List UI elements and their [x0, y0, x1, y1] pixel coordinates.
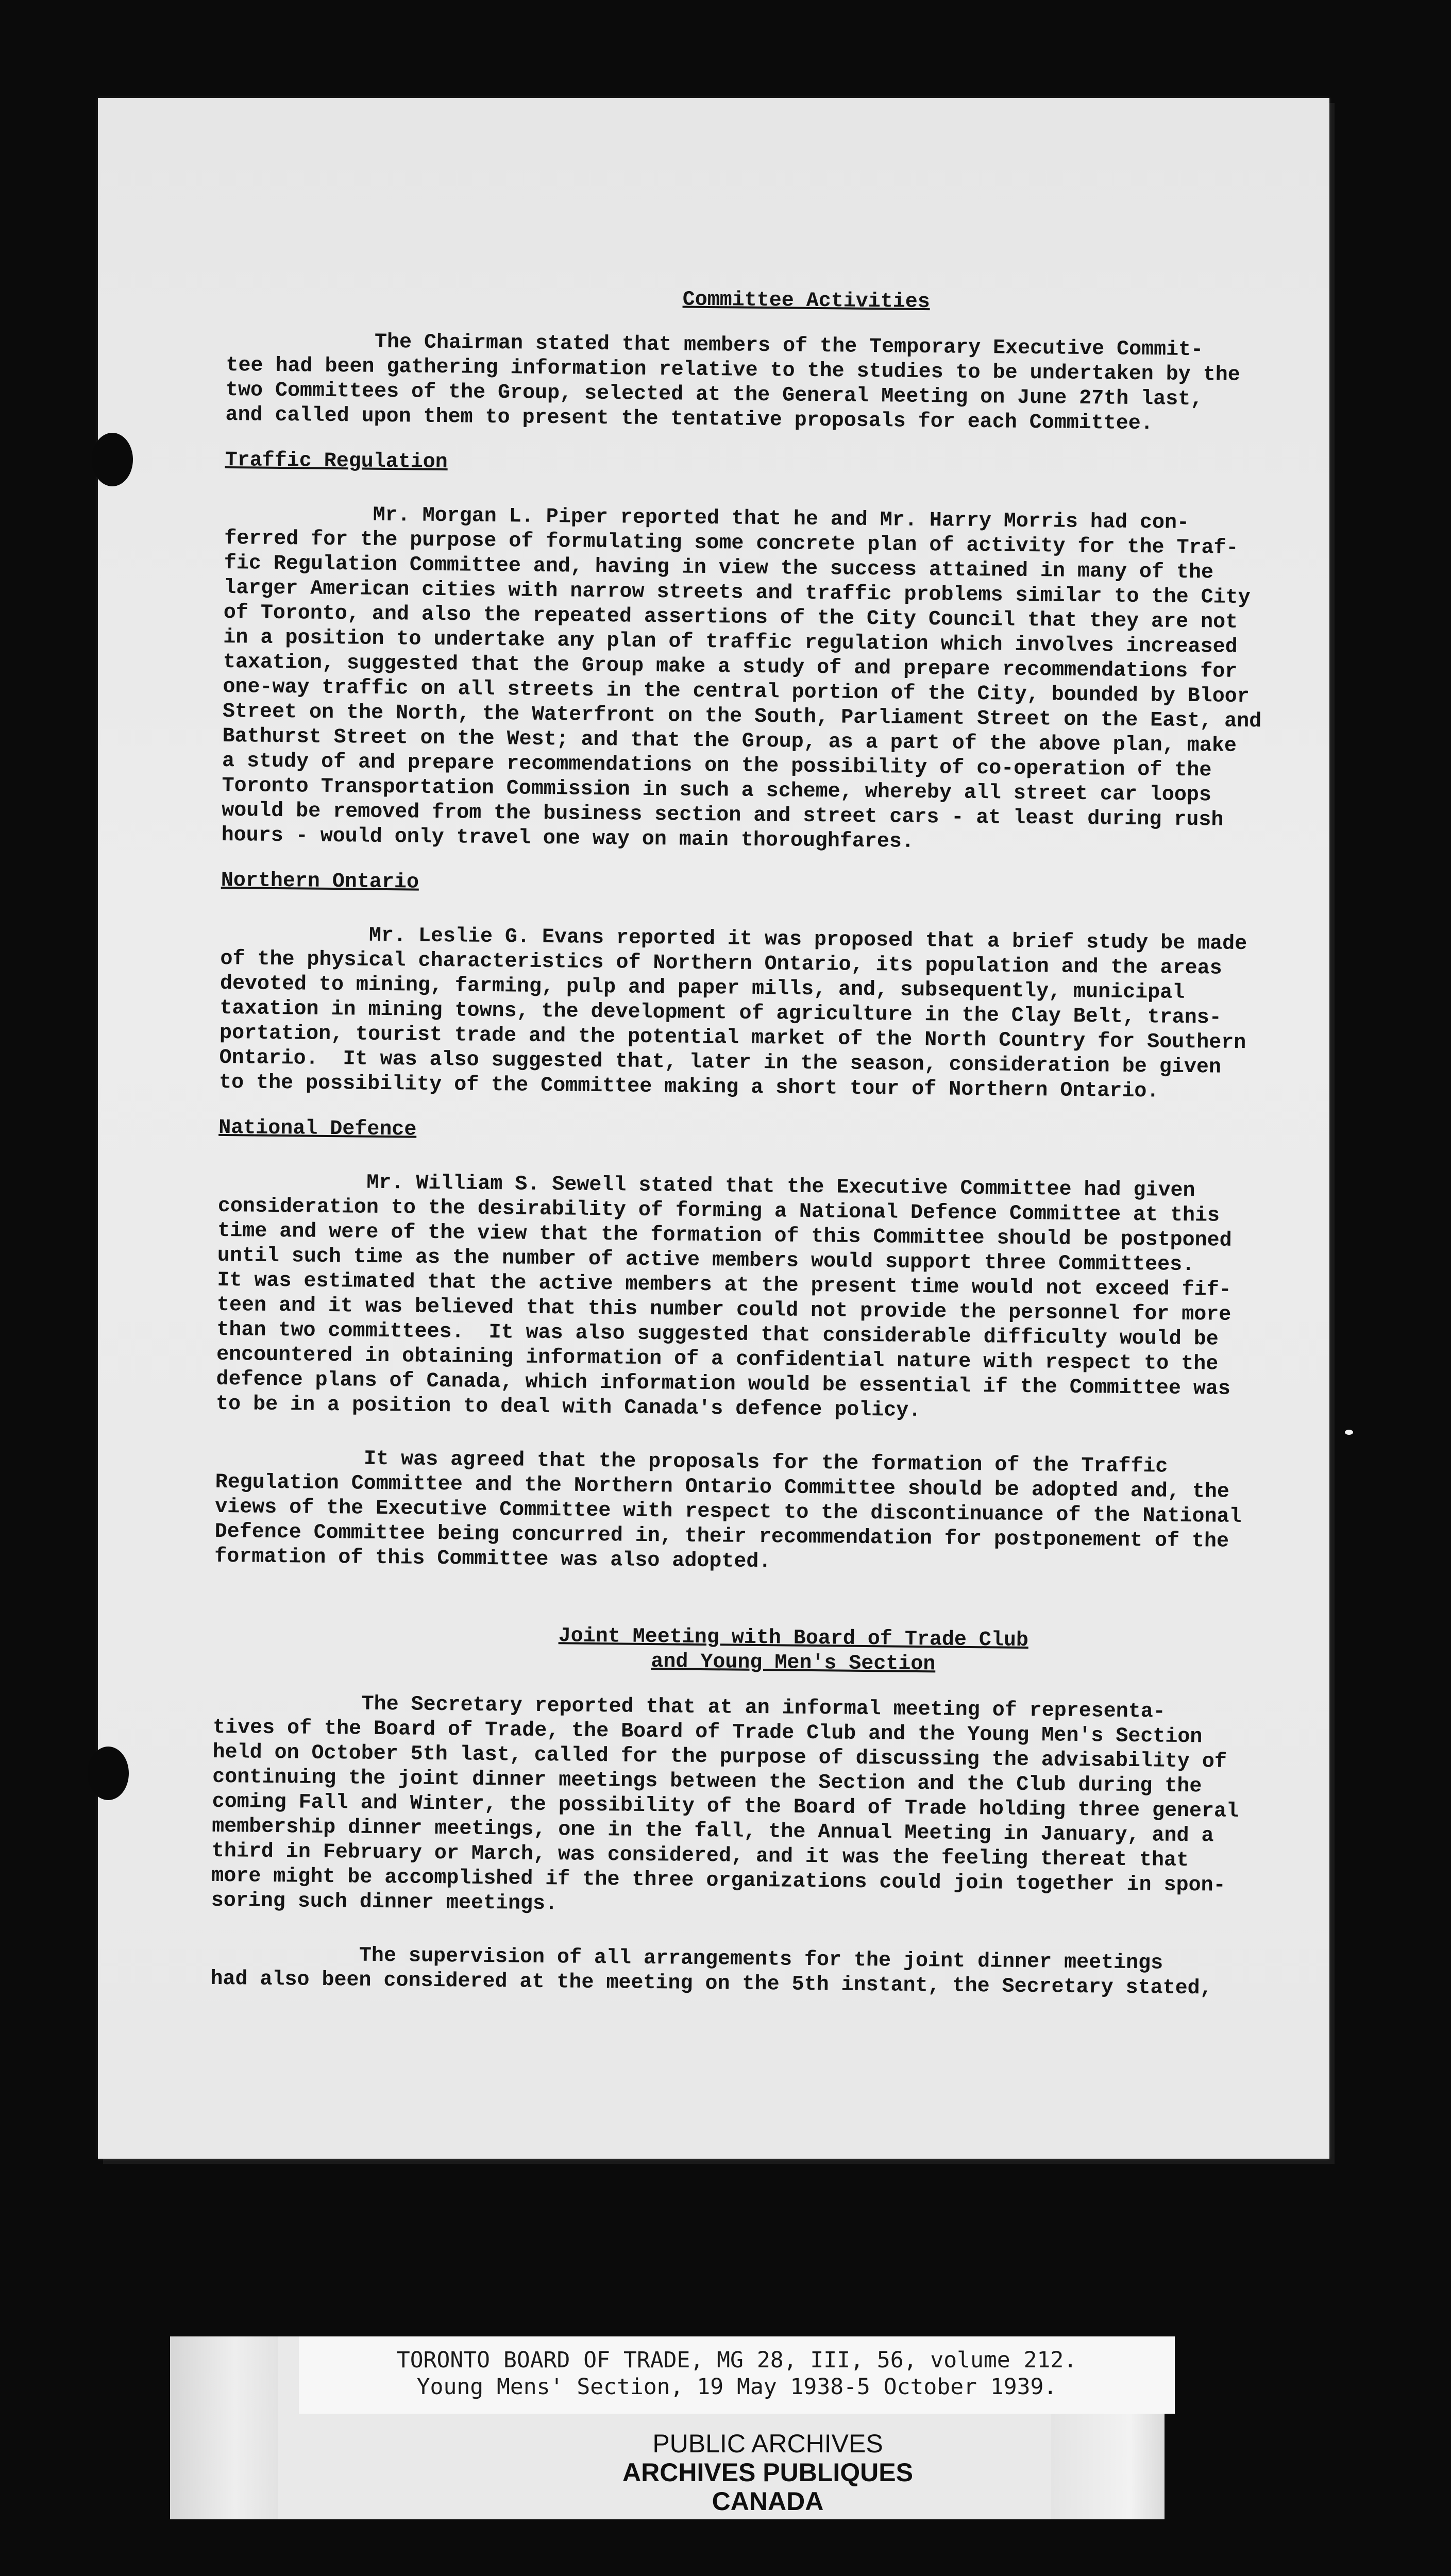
archive-reference-line-2: Young Mens' Section, 19 May 1938-5 October 1939.	[416, 2374, 1057, 2400]
label-card-edge-left	[170, 2336, 278, 2519]
archives-stamp	[520, 2429, 1015, 2516]
punch-hole-top	[92, 433, 133, 486]
archives-country: CANADA	[712, 2487, 824, 2516]
joint-heading-line1: Joint Meeting with Board of Trade Club	[558, 1624, 1029, 1653]
punch-hole-bottom	[88, 1747, 129, 1800]
agreed-paragraph: It was agreed that the proposals for the formation of the Traffic Regulation Committee and the Northern Ontario Committee should be adopted and, the views of the Executive Committee with respect to the discontinuance of the National Defence Committee being concurred in, their recommendation for postponement of the formation of this Committee was also adopted.	[214, 1446, 1242, 1574]
document-page	[98, 98, 1329, 2159]
joint-paragraph-2: The supervision of all arrangements for the joint dinner meetings had also been considered at the meeting on the 5th instant, the Secretary stated,	[210, 1942, 1212, 2001]
archive-reference-line-1: TORONTO BOARD OF TRADE, MG 28, III, 56, volume 212.	[396, 2347, 1077, 2373]
section-title: Committee Activities	[682, 288, 930, 314]
archives-french: ARCHIVES PUBLIQUES	[622, 2458, 913, 2487]
document-body	[210, 283, 1386, 2003]
defence-paragraph: Mr. William S. Sewell stated that the Executive Committee had given consideration to the desirability of forming a National Defence Committee at this time and were of the view that the formation of this Committee should be postponed until such time as the number of active members would support three Committees. It was estimated that the active members at the present time would not exceed fif- teen and it was believed that this number could not provide the personnel for more than two committees. It was also suggested that considerable difficulty would be encountered in obtaining information of a confidential nature with respect to the defence plans of Canada, which information would be essential if the Committee was to be in a position to deal with Canada's defence policy.	[215, 1170, 1232, 1423]
archive-label-card	[170, 2336, 1165, 2519]
archive-reference-strip	[299, 2336, 1175, 2414]
traffic-paragraph: Mr. Morgan L. Piper reported that he and Mr. Harry Morris had con- ferred for the purpose of formulating some concrete plan of activity for the Traf- fic Regulation Committee and, having in view the success attained in many of the larger American cities with narrow streets and traffic problems similar to the City of Toronto, and also the repeated assertions of the City Council that they are not in a position to undertake any plan of traffic regulation which involves increased taxation, suggested that the Group make a study of and prepare recommendations for one-way traffic on all streets in the central portion of the City, bounded by Bloor Street on the North, the Waterfront on the South, Parliament Street on the East, and Bathurst Street on the West; and that the Group, as a part of the above plan, make a study of and prepare recommendations on the possibility of co-operation of the Toronto Transportation Commission in such a scheme, whereby all street car loops would be removed from the business section and street cars - at least during rush hours - would only travel one way on main thoroughfares.	[221, 502, 1262, 854]
archives-english: PUBLIC ARCHIVES	[652, 2429, 883, 2458]
traffic-heading: Traffic Regulation	[225, 448, 448, 474]
joint-paragraph-1: The Secretary reported that at an informal meeting of representa- tives of the Board of Trade, the Board of Trade Club and the Young Men's Section held on October 5th last, called for the purpose of discussing the advisability of continuing the joint dinner meetings between the Section and the Club during the coming Fall and Winter, the possibility of the Board of Trade holding three general membership dinner meetings, one in the fall, the Annual Meeting in January, and a third in February or March, was considered, and it was the feeling thereat that more might be accomplished if the three organizations could join together in spon- soring such dinner meetings.	[211, 1691, 1239, 1916]
intro-paragraph: The Chairman stated that members of the Temporary Executive Commit- tee had been gathering information relative to the studies to be undertaken by the two Committees of the Group, selected at the General Meeting on June 27th last, and called upon them to present the tentative proposals for each Committee.	[225, 329, 1240, 436]
northern-paragraph: Mr. Leslie G. Evans reported it was proposed that a brief study be made of the physical characteristics of Northern Ontario, its population and the areas devoted to mining, farming, pulp and paper mills, and, subsequently, municipal taxation in mining towns, the development of agriculture in the Clay Belt, trans- portation, tourist trade and the potential market of the North Country for Southern Ontario. It was also suggested that, later in the season, consideration be given to the possibility of the Committee making a short tour of Northern Ontario.	[218, 922, 1247, 1104]
defence-heading: National Defence	[218, 1116, 417, 1142]
joint-heading-line2: and Young Men's Section	[651, 1650, 936, 1676]
northern-heading: Northern Ontario	[221, 869, 419, 894]
